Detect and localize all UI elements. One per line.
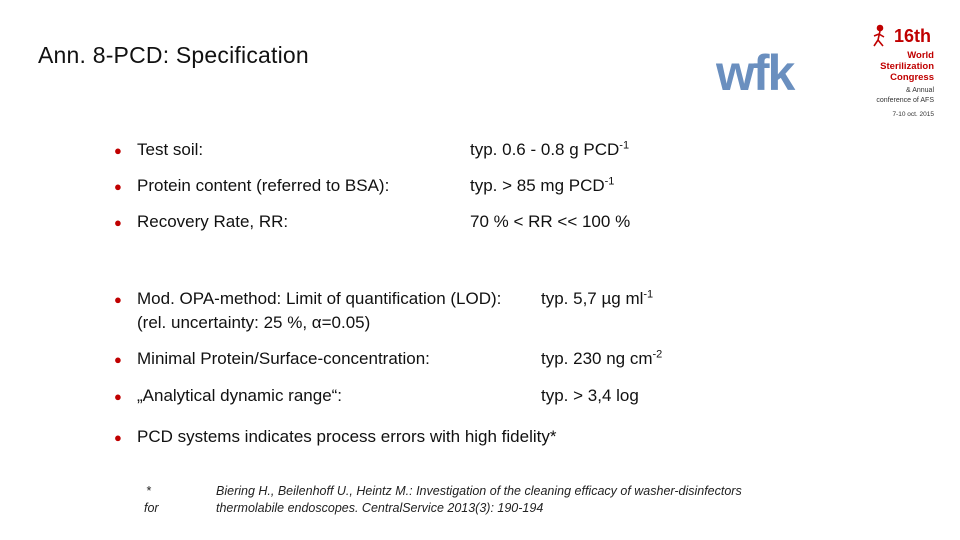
spec-label-protein-content: Protein content (referred to BSA):: [137, 176, 390, 195]
spec-value-recovery-rate: 70 % < RR << 100 %: [470, 212, 631, 231]
congress-line-3: Congress: [890, 72, 934, 83]
spec-label-opa-method: Mod. OPA-method: Limit of quantification (LOD):: [137, 289, 502, 308]
bullet-icon: ●: [114, 215, 122, 230]
footnote-marker-2: for: [144, 501, 159, 515]
congress-number: 16th: [894, 26, 932, 46]
runner-figure-icon: [874, 26, 884, 47]
bullet-icon: ●: [114, 430, 122, 445]
spec-label-opa-uncertainty: (rel. uncertainty: 25 %, α=0.05): [137, 313, 371, 332]
spec-label-pcd-systems: PCD systems indicates process errors with high fidelity*: [137, 427, 557, 446]
slide-title: Ann. 8-PCD: Specification: [38, 42, 309, 68]
spec-label-dynamic-range: „Analytical dynamic range“:: [137, 386, 343, 405]
wfk-logo-text: wfk: [716, 50, 794, 96]
bullet-icon: ●: [114, 179, 122, 194]
footnote-reference-line-2: thermolabile endoscopes. CentralService 2013(3): 190-194: [216, 501, 544, 515]
spec-value-test-soil: typ. 0.6 - 0.8 g $PCD^{-1}$: [470, 139, 630, 159]
footnote-reference-line-1: Biering H., Beilenhoff U., Heintz M.: Investigation of the cleaning efficacy of washer-disinfectors: [216, 484, 742, 498]
spec-label-recovery-rate: Recovery Rate, RR:: [137, 212, 289, 231]
congress-line-4: & Annual: [905, 87, 934, 94]
bullet-icon: ●: [114, 352, 122, 367]
bullet-icon: ●: [114, 292, 122, 307]
spec-value-dynamic-range: typ. > 3,4 log: [541, 386, 639, 405]
congress-logo: [864, 22, 936, 122]
congress-line-1: World: [907, 50, 934, 61]
spec-value-protein-content: typ. > 85 mg $PCD^{-1}$: [470, 175, 615, 195]
spec-value-minimal-protein: typ. 230 ng $cm^{-2}$: [541, 348, 663, 368]
congress-line-5: conference of AFS: [876, 97, 934, 104]
congress-line-2: Sterilization: [880, 61, 934, 72]
spec-label-test-soil: Test soil:: [137, 140, 204, 159]
spec-value-opa-method: typ. 5,7 µg $ml^{-1}$: [541, 288, 654, 308]
bullet-icon: ●: [114, 143, 122, 158]
wfk-logo: [716, 50, 856, 96]
footnote-marker: *: [146, 484, 151, 498]
congress-line-6: 7-10 oct. 2015: [892, 111, 934, 118]
spec-label-minimal-protein: Minimal Protein/Surface-concentration:: [137, 349, 430, 368]
bullet-icon: ●: [114, 389, 122, 404]
